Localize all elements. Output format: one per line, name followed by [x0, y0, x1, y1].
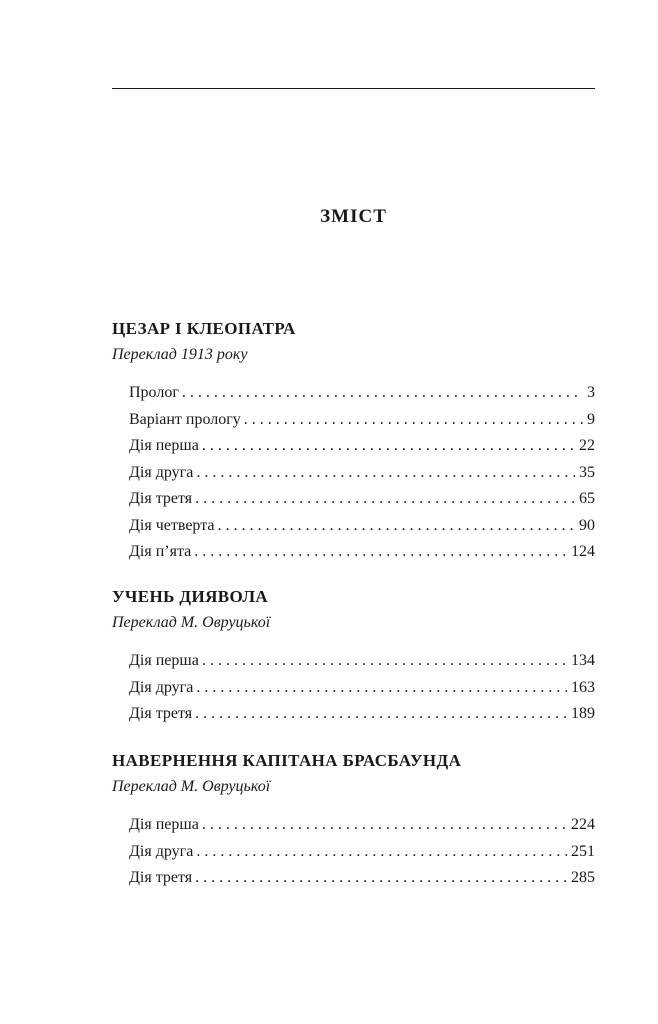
toc-entry-label: Дія перша — [129, 652, 199, 669]
section-subtitle: Переклад 1913 року — [112, 346, 248, 363]
toc-entry-page: 163 — [571, 678, 595, 696]
toc-section-devils-disciple — [112, 586, 595, 728]
toc-entry-page: 285 — [571, 869, 595, 886]
toc-entry[interactable] — [129, 701, 595, 728]
toc-entry-label: Дія третя — [129, 490, 193, 507]
toc-entry-page: 3 — [587, 384, 595, 401]
toc-entry[interactable] — [129, 380, 595, 407]
dot-leader — [196, 839, 567, 866]
dot-leader — [218, 513, 576, 540]
toc-entry[interactable] — [129, 460, 595, 487]
dot-leader — [202, 812, 567, 839]
section-title: ЦЕЗАР І КЛЕОПАТРА — [112, 319, 296, 338]
toc-list — [112, 648, 595, 728]
toc-section-caesar-cleopatra — [112, 318, 595, 566]
toc-entry[interactable] — [129, 839, 595, 866]
toc-entry[interactable] — [129, 513, 595, 540]
section-title: УЧЕНЬ ДИЯВОЛА — [112, 587, 269, 606]
toc-entry-label: Пролог — [129, 384, 179, 401]
toc-entry-page: 134 — [571, 652, 595, 669]
toc-entry-label: Дія четверта — [129, 516, 215, 534]
dot-leader — [196, 460, 575, 487]
toc-entry-page: 189 — [571, 705, 595, 722]
dot-leader — [202, 433, 575, 460]
toc-entry-label: Дія друга — [129, 678, 194, 696]
toc-entry[interactable] — [129, 675, 595, 702]
dot-leader — [244, 407, 583, 434]
toc-entry-label: Дія друга — [129, 463, 194, 481]
toc-entry[interactable] — [129, 486, 595, 513]
toc-entry-label: Варіант прологу — [129, 410, 241, 428]
toc-entry-page: 35 — [579, 463, 595, 481]
toc-entry-page: 90 — [579, 516, 595, 534]
toc-entry-label: Дія п’ята — [129, 543, 192, 560]
toc-section-captain-brassbound — [112, 750, 595, 892]
toc-entry[interactable] — [129, 433, 595, 460]
toc-list — [112, 380, 595, 566]
toc-entry[interactable] — [129, 865, 595, 892]
toc-entry-label: Дія третя — [129, 705, 193, 722]
section-subtitle: Переклад М. Овруцької — [112, 778, 271, 795]
dot-leader — [195, 701, 567, 728]
toc-entry-page: 224 — [571, 816, 595, 833]
section-subtitle: Переклад М. Овруцької — [112, 614, 271, 631]
toc-entry-page: 251 — [571, 842, 595, 860]
toc-entry[interactable] — [129, 648, 595, 675]
toc-entry[interactable] — [129, 539, 595, 566]
toc-entry-page: 9 — [587, 410, 595, 428]
page-title: ЗМІСТ — [320, 206, 387, 227]
toc-entry-label: Дія друга — [129, 842, 194, 860]
dot-leader — [195, 486, 575, 513]
dot-leader — [182, 380, 583, 407]
section-title: НАВЕРНЕННЯ КАПІТАНА БРАСБАУНДА — [112, 751, 462, 770]
dot-leader — [202, 648, 567, 675]
dot-leader — [195, 865, 567, 892]
toc-entry[interactable] — [129, 407, 595, 434]
toc-entry-page: 124 — [571, 543, 595, 560]
toc-entry-label: Дія перша — [129, 816, 199, 833]
dot-leader — [194, 539, 567, 566]
header-rule — [112, 88, 595, 89]
toc-list — [112, 812, 595, 892]
toc-entry-page: 65 — [579, 490, 595, 507]
toc-entry-page: 22 — [579, 437, 595, 454]
toc-entry-label: Дія третя — [129, 869, 193, 886]
toc-entry-label: Дія перша — [129, 437, 199, 454]
dot-leader — [196, 675, 567, 702]
toc-entry[interactable] — [129, 812, 595, 839]
